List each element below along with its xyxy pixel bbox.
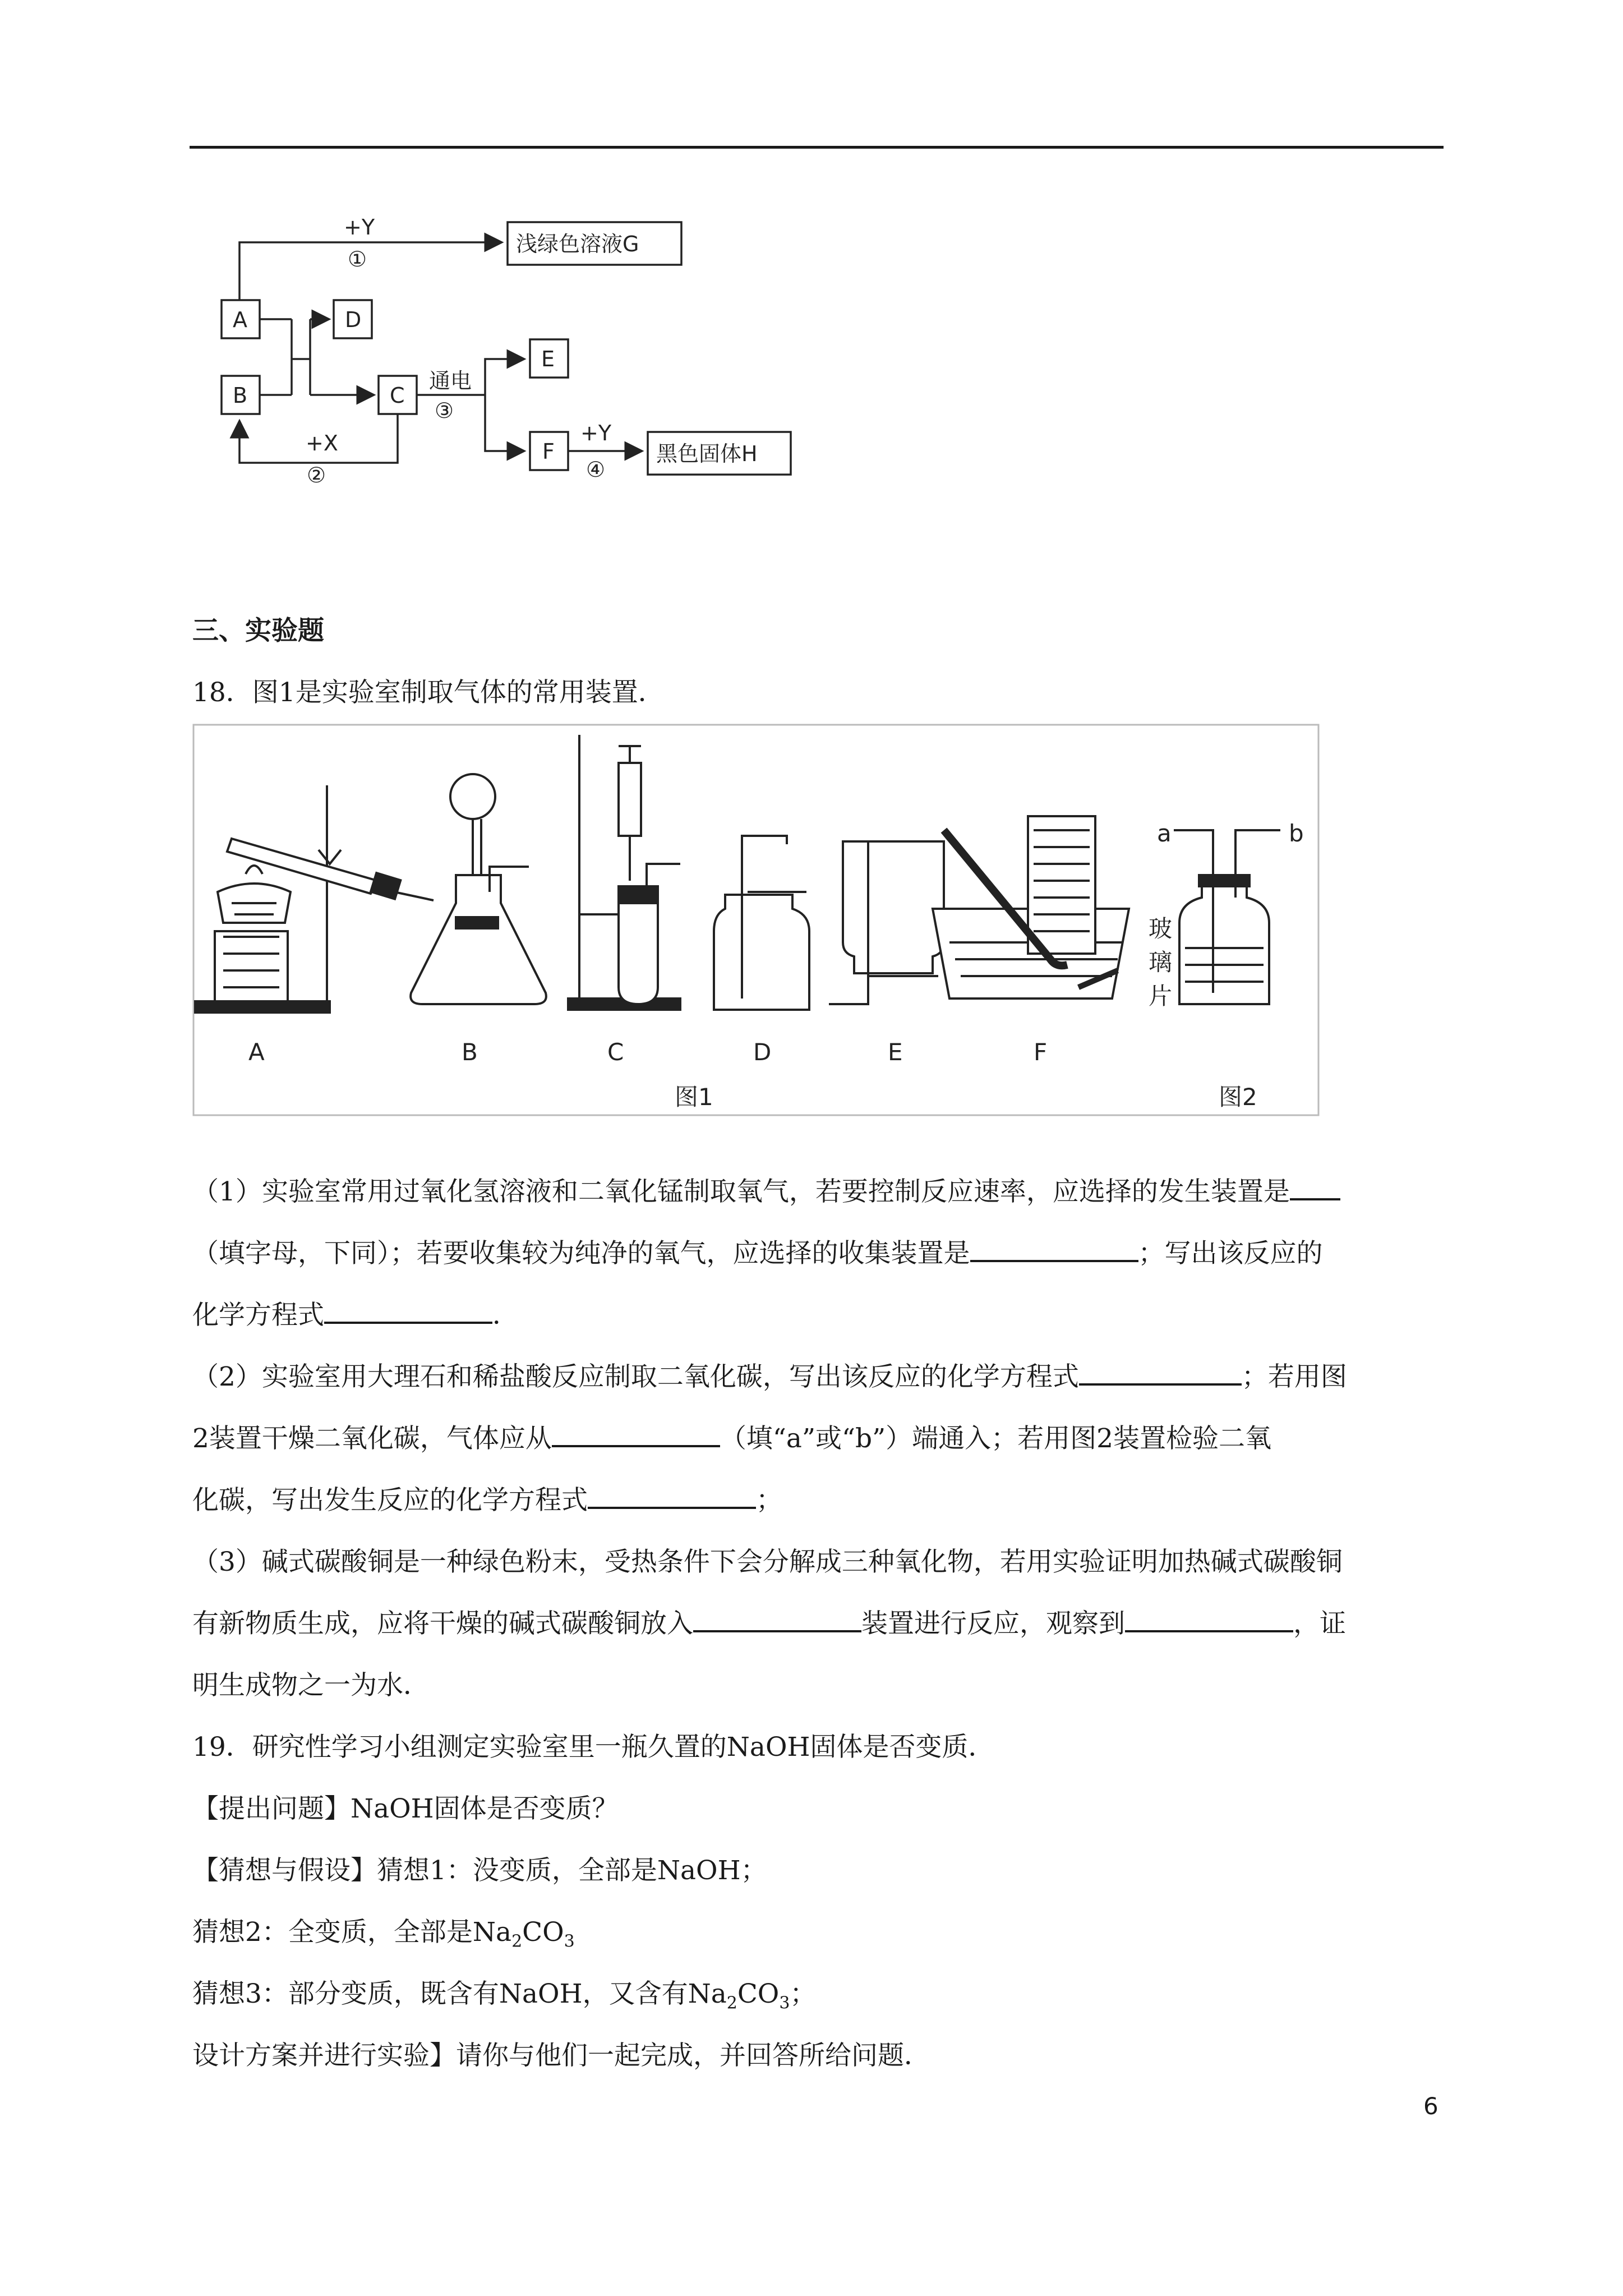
answer-blank[interactable] [1125, 1608, 1293, 1632]
apparatus-fig2 [1174, 830, 1280, 1004]
label-e: E [541, 347, 555, 371]
label-glass-2: 璃 [1149, 949, 1173, 976]
q19-hypothesis-1: 【猜想与假设】猜想1：没变质，全部是NaOH； [192, 1855, 767, 1886]
q19-question: 【提出问题】NaOH固体是否变质？ [192, 1793, 619, 1824]
label-app-a: A [248, 1038, 265, 1066]
label-y2: +Y [580, 421, 612, 445]
q18-p3-line2: 有新物质生成，应将干燥的碱式碳酸铜放入 装置进行反应，观察到 ，证 [192, 1608, 1346, 1639]
apparatus-a [195, 785, 434, 1013]
label-step2: ② [307, 463, 326, 487]
label-fig1: 图1 [675, 1083, 713, 1111]
label-app-e: E [888, 1038, 903, 1066]
label-step4: ④ [586, 457, 606, 482]
label-c: C [390, 383, 405, 408]
label-a: A [233, 307, 247, 332]
q19-intro: 19．研究性学习小组测定实验室里一瓶久置的NaOH固体是否变质． [192, 1732, 995, 1763]
q18-p3-line1: （3）碱式碳酸铜是一种绿色粉末，受热条件下会分解成三种氧化物，若用实验证明加热碱式碳酸铜 [192, 1547, 1343, 1577]
q19-design: 设计方案并进行实验】请你与他们一起完成，并回答所给问题． [192, 2040, 930, 2071]
answer-blank[interactable] [970, 1237, 1138, 1262]
q18-p2-line1: （2）实验室用大理石和稀盐酸反应制取二氧化碳，写出该反应的化学方程式 ；若用图 [192, 1361, 1347, 1392]
page-number: 6 [1423, 2092, 1438, 2120]
q18-p1-line2: （填字母，下同）；若要收集较为纯净的氧气，应选择的收集装置是 ；写出该反应的 [192, 1238, 1323, 1269]
label-f: F [542, 439, 555, 464]
label-fig2: 图2 [1219, 1083, 1257, 1111]
label-x: +X [306, 431, 338, 455]
answer-blank[interactable] [552, 1423, 720, 1447]
label-electrolysis: 通电 [429, 369, 472, 393]
label-glass-3: 片 [1149, 982, 1173, 1010]
q18-p1-line1: （1）实验室常用过氧化氢溶液和二氧化锰制取氧气，若要控制反应速率，应选择的发生装置是 [192, 1175, 1340, 1209]
apparatus-f [933, 816, 1129, 999]
label-top-y: +Y [344, 215, 375, 240]
label-glass-1: 玻 [1149, 915, 1173, 942]
q18-p2-line3: 化碳，写出发生反应的化学方程式 ； [192, 1485, 782, 1516]
apparatus-b [411, 774, 546, 1004]
answer-blank[interactable] [693, 1608, 861, 1632]
reaction-flow-diagram [210, 208, 794, 488]
section-3-title: 三、实验题 [192, 615, 324, 646]
answer-blank[interactable] [324, 1299, 492, 1324]
answer-blank[interactable] [1079, 1361, 1242, 1386]
label-port-b: b [1289, 820, 1304, 847]
q19-hypothesis-3: 猜想3：部分变质，既含有NaOH，又含有$Na_2CO_3$； [192, 1978, 817, 2013]
answer-blank[interactable] [588, 1484, 756, 1509]
apparatus-figure [192, 724, 1320, 1116]
apparatus-e [829, 841, 944, 1004]
apparatus-c [568, 735, 680, 1010]
apparatus-d [714, 836, 809, 1010]
q18-p2-line2: 2装置干燥二氧化碳，气体应从 （填“a”或“b”）端通入；若用图2装置检验二氧 [192, 1423, 1272, 1454]
label-app-d: D [753, 1038, 772, 1066]
q18-intro: 18．图1是实验室制取气体的常用装置． [192, 677, 665, 708]
header-rule [190, 146, 1444, 149]
label-app-f: F [1034, 1038, 1048, 1066]
label-step1: ① [348, 247, 367, 272]
label-port-a: a [1157, 820, 1172, 847]
answer-blank[interactable] [1290, 1176, 1340, 1200]
q18-p3-line3: 明生成物之一为水． [192, 1670, 430, 1701]
q18-p1-line3: 化学方程式 ． [192, 1300, 519, 1331]
label-d: D [345, 307, 362, 332]
q19-hypothesis-2: 猜想2：全变质，全部是$Na_2CO_3$ [192, 1917, 575, 1952]
label-app-c: C [607, 1038, 624, 1066]
label-g: 浅绿色溶液G [516, 232, 639, 256]
label-step3: ③ [435, 398, 454, 423]
label-h: 黑色固体H [656, 441, 758, 466]
label-app-b: B [462, 1038, 478, 1066]
label-b: B [233, 383, 248, 408]
